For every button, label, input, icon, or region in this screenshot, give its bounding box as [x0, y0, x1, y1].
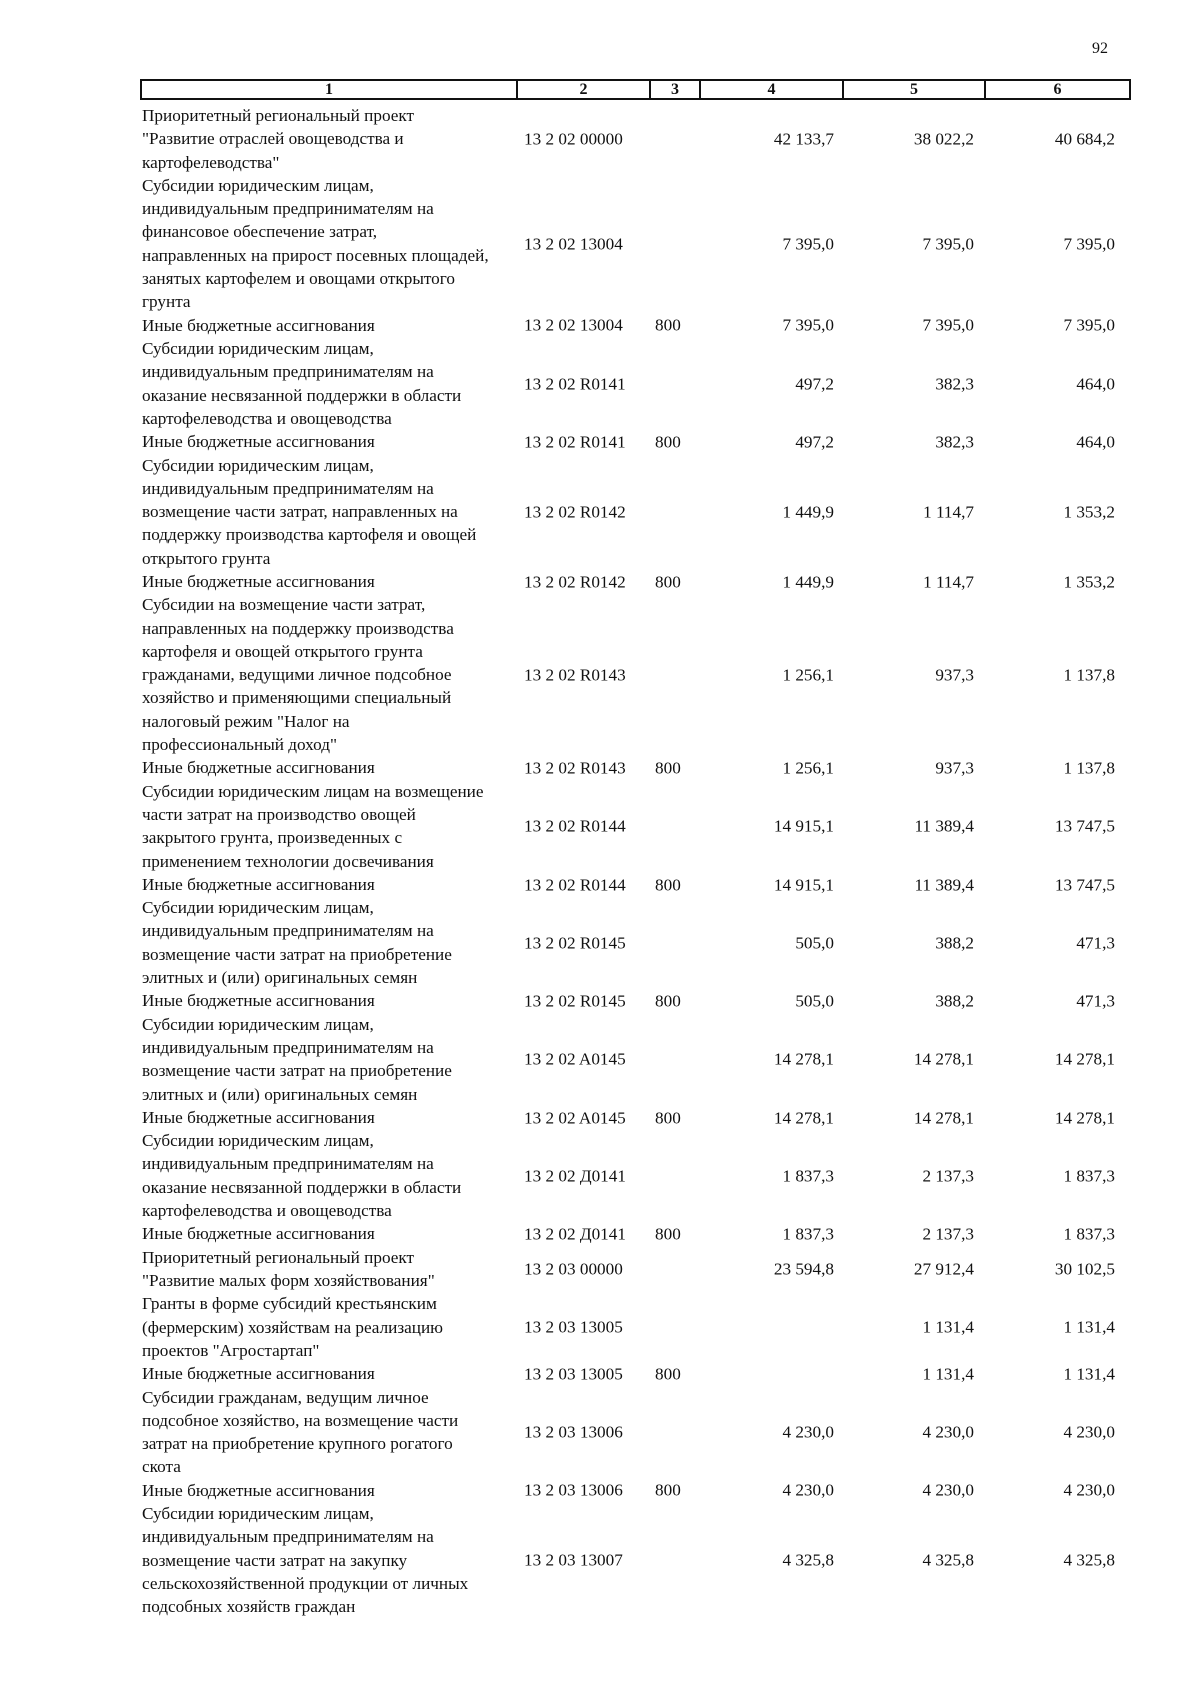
row-value-col6: 471,3 — [1076, 991, 1115, 1011]
row-value-col5: 14 278,1 — [913, 1107, 974, 1127]
row-value-col4: 14 915,1 — [773, 816, 834, 836]
row-description — [142, 780, 517, 873]
column-header-3: 3 — [650, 80, 700, 99]
description-line: Приоритетный региональный проект — [142, 106, 415, 125]
column-header-4: 4 — [700, 80, 843, 99]
description-line: Иные бюджетные ассигнования — [142, 1224, 375, 1244]
description-line: индивидуальным предпринимателям на — [142, 1154, 434, 1174]
row-value-col6: 1 837,3 — [1063, 1224, 1115, 1244]
description-line: индивидуальным предпринимателям на — [142, 199, 434, 219]
row-value-col5: 38 022,2 — [913, 129, 974, 149]
description-line: оказание несвязанной поддержки в области — [142, 385, 462, 405]
row-value-col5: 382,3 — [935, 373, 974, 393]
description-line: скота — [142, 1457, 181, 1477]
row-value-col4: 4 230,0 — [782, 1480, 834, 1500]
table-row — [0, 430, 1200, 453]
description-line: Иные бюджетные ассигнования — [142, 1480, 375, 1500]
column-header-1: 1 — [141, 80, 517, 99]
row-description — [142, 337, 517, 430]
table-row — [0, 989, 1200, 1012]
row-description — [142, 1386, 517, 1479]
row-description — [142, 570, 517, 593]
table-row — [0, 570, 1200, 593]
row-code: 13 2 02 A0145 — [524, 1049, 626, 1069]
row-value-col6: 4 325,8 — [1063, 1550, 1115, 1570]
row-value-col5: 1 131,4 — [922, 1317, 974, 1337]
row-expense-type: 800 — [655, 1364, 681, 1384]
table-row — [0, 454, 1200, 571]
row-value-col4: 4 230,0 — [782, 1422, 834, 1442]
row-value-col4: 1 449,9 — [782, 502, 834, 522]
description-line: Субсидии юридическим лицам, — [142, 455, 374, 475]
description-line: Субсидии юридическим лицам на возмещение — [142, 781, 484, 801]
row-value-col4: 497,2 — [795, 432, 834, 452]
table-row — [0, 314, 1200, 337]
description-line: Иные бюджетные ассигнования — [142, 1107, 375, 1127]
row-value-col5: 1 114,7 — [923, 571, 974, 591]
description-line: "Развитие отраслей овощеводства и — [142, 129, 404, 149]
row-value-col6: 7 395,0 — [1063, 234, 1115, 254]
description-line: "Развитие малых форм хозяйствования" — [142, 1270, 435, 1290]
description-line: Иные бюджетные ассигнования — [142, 315, 375, 335]
table-row — [0, 593, 1200, 756]
table-row — [0, 174, 1200, 314]
row-code: 13 2 02 R0145 — [524, 933, 626, 953]
row-description — [142, 174, 517, 314]
description-line: индивидуальным предпринимателям на — [142, 921, 434, 941]
description-line: индивидуальным предпринимателям на — [142, 1527, 434, 1547]
table-row — [0, 1129, 1200, 1222]
row-code: 13 2 03 13007 — [524, 1550, 623, 1570]
row-value-col5: 937,3 — [935, 665, 974, 685]
row-code: 13 2 02 13004 — [524, 315, 623, 335]
description-line: оказание несвязанной поддержки в области — [142, 1177, 462, 1197]
row-value-col6: 1 137,8 — [1063, 758, 1115, 778]
description-line: направленных на прирост посевных площадей, — [142, 245, 489, 265]
row-value-col6: 464,0 — [1076, 432, 1115, 452]
row-value-col6: 30 102,5 — [1054, 1259, 1115, 1279]
description-line: Субсидии юридическим лицам, — [142, 339, 374, 358]
row-value-col5: 11 389,4 — [914, 816, 974, 836]
row-value-col4: 4 325,8 — [782, 1550, 834, 1570]
row-value-col5: 1 114,7 — [923, 502, 974, 522]
row-code: 13 2 03 13005 — [524, 1364, 623, 1384]
table-row — [0, 337, 1200, 430]
row-value-col4: 7 395,0 — [782, 315, 834, 335]
row-code: 13 2 02 R0141 — [524, 432, 626, 452]
row-code: 13 2 02 R0141 — [524, 373, 626, 393]
row-value-col6: 464,0 — [1076, 373, 1115, 393]
row-value-col6: 40 684,2 — [1054, 129, 1115, 149]
description-line: элитных и (или) оригинальных семян — [142, 1084, 418, 1104]
description-line: затрат на приобретение крупного рогатого — [142, 1434, 453, 1454]
description-line: Иные бюджетные ассигнования — [142, 432, 375, 452]
row-expense-type: 800 — [655, 874, 681, 894]
description-line: Иные бюджетные ассигнования — [142, 874, 375, 894]
table-row — [0, 1479, 1200, 1502]
row-code: 13 2 02 00000 — [524, 129, 623, 149]
row-value-col5: 7 395,0 — [922, 315, 974, 335]
row-value-col4: 497,2 — [795, 373, 834, 393]
row-value-col4: 14 278,1 — [773, 1107, 834, 1127]
row-value-col5: 937,3 — [935, 758, 974, 778]
row-expense-type: 800 — [655, 1480, 681, 1500]
page-number: 92 — [1092, 40, 1108, 57]
description-line: проектов "Агростартап" — [142, 1340, 320, 1360]
table-row — [0, 756, 1200, 779]
row-value-col5: 388,2 — [935, 991, 974, 1011]
row-value-col6: 13 747,5 — [1054, 874, 1115, 894]
row-description — [142, 1106, 517, 1129]
description-line: закрытого грунта, произведенных с — [142, 828, 403, 848]
row-value-col6: 14 278,1 — [1054, 1107, 1115, 1127]
row-code: 13 2 02 Д0141 — [524, 1166, 626, 1186]
table-row — [0, 1246, 1200, 1293]
table-row — [0, 1386, 1200, 1479]
row-value-col5: 4 230,0 — [922, 1422, 974, 1442]
row-value-col4: 1 256,1 — [782, 665, 834, 685]
row-expense-type: 800 — [655, 758, 681, 778]
table-row — [0, 873, 1200, 896]
column-header-5: 5 — [843, 80, 985, 99]
description-line: Субсидии гражданам, ведущим личное — [142, 1387, 429, 1407]
description-line: Иные бюджетные ассигнования — [142, 1364, 375, 1384]
row-description — [142, 989, 517, 1012]
row-value-col5: 2 137,3 — [922, 1224, 974, 1244]
description-line: Приоритетный региональный проект — [142, 1247, 415, 1267]
row-expense-type: 800 — [655, 432, 681, 452]
row-code: 13 2 02 R0143 — [524, 665, 626, 685]
column-header-2: 2 — [517, 80, 650, 99]
row-description — [142, 873, 517, 896]
row-value-col4: 1 837,3 — [782, 1166, 834, 1186]
description-line: поддержку производства картофеля и овощей — [142, 525, 477, 545]
row-value-col5: 7 395,0 — [922, 234, 974, 254]
row-code: 13 2 02 13004 — [524, 234, 623, 254]
row-description — [142, 1502, 517, 1618]
description-line: хозяйство и применяющими специальный — [142, 688, 452, 708]
description-line: гражданами, ведущими личное подсобное — [142, 665, 452, 685]
description-line: Гранты в форме субсидий крестьянским — [142, 1294, 437, 1314]
description-line: профессиональный доход" — [142, 735, 337, 755]
row-value-col6: 14 278,1 — [1054, 1049, 1115, 1069]
description-line: картофеля и овощей открытого грунта — [142, 641, 423, 661]
row-value-col4: 23 594,8 — [773, 1259, 834, 1279]
row-value-col5: 382,3 — [935, 432, 974, 452]
table-row — [0, 1013, 1200, 1106]
description-line: открытого грунта — [142, 548, 271, 568]
table-row — [0, 780, 1200, 873]
row-value-col5: 1 131,4 — [922, 1364, 974, 1384]
row-value-col6: 4 230,0 — [1063, 1480, 1115, 1500]
description-line: Субсидии на возмещение части затрат, — [142, 595, 426, 615]
row-value-col4: 505,0 — [795, 933, 834, 953]
row-expense-type: 800 — [655, 991, 681, 1011]
table-row — [0, 104, 1200, 174]
row-description — [142, 1222, 517, 1245]
row-value-col6: 471,3 — [1076, 933, 1115, 953]
description-line: части затрат на производство овощей — [142, 804, 416, 824]
description-line: Субсидии юридическим лицам, — [142, 175, 374, 195]
row-value-col5: 388,2 — [935, 933, 974, 953]
description-line: занятых картофелем и овощами открытого — [142, 269, 455, 289]
description-line: применением технологии досвечивания — [142, 851, 434, 871]
row-value-col5: 4 230,0 — [922, 1480, 974, 1500]
row-description — [142, 1013, 517, 1106]
row-value-col4: 14 278,1 — [773, 1049, 834, 1069]
description-line: налоговый режим "Налог на — [142, 711, 350, 731]
description-line: индивидуальным предпринимателям на — [142, 362, 434, 382]
table-row — [0, 896, 1200, 989]
row-value-col6: 1 131,4 — [1063, 1364, 1115, 1384]
table-row — [0, 1106, 1200, 1129]
row-expense-type: 800 — [655, 315, 681, 335]
row-description — [142, 896, 517, 989]
description-line: индивидуальным предпринимателям на — [142, 478, 434, 498]
row-value-col5: 2 137,3 — [922, 1166, 974, 1186]
row-description — [142, 454, 517, 570]
row-code: 13 2 02 Д0141 — [524, 1224, 626, 1244]
row-description — [142, 430, 517, 453]
row-value-col4: 505,0 — [795, 991, 834, 1011]
description-line: направленных на поддержку производства — [142, 618, 454, 638]
row-value-col5: 14 278,1 — [913, 1049, 974, 1069]
description-line: сельскохозяйственной продукции от личных — [142, 1573, 469, 1593]
description-line: подсобное хозяйство, на возмещение части — [142, 1410, 459, 1430]
description-line: (фермерским) хозяйствам на реализацию — [142, 1317, 444, 1337]
description-line: картофелеводства" — [142, 152, 280, 172]
description-line: индивидуальным предпринимателям на — [142, 1037, 434, 1057]
row-description — [142, 314, 517, 337]
row-value-col4: 7 395,0 — [782, 234, 834, 254]
row-value-col6: 1 353,2 — [1063, 571, 1115, 591]
row-code: 13 2 03 13005 — [524, 1317, 623, 1337]
row-value-col4: 1 449,9 — [782, 571, 834, 591]
column-header-table — [140, 79, 1131, 100]
row-value-col5: 4 325,8 — [922, 1550, 974, 1570]
row-value-col6: 1 131,4 — [1063, 1317, 1115, 1337]
row-value-col4: 42 133,7 — [773, 129, 834, 149]
row-value-col6: 1 353,2 — [1063, 502, 1115, 522]
row-description — [142, 756, 517, 779]
row-expense-type: 800 — [655, 1107, 681, 1127]
description-line: элитных и (или) оригинальных семян — [142, 968, 418, 988]
row-description — [142, 1246, 517, 1293]
row-value-col5: 27 912,4 — [913, 1259, 974, 1279]
row-code: 13 2 02 R0145 — [524, 991, 626, 1011]
column-header-row — [141, 80, 1130, 99]
row-description — [142, 1129, 517, 1222]
description-line: картофелеводства и овощеводства — [142, 1201, 392, 1221]
row-code: 13 2 03 13006 — [524, 1422, 623, 1442]
row-value-col4: 1 256,1 — [782, 758, 834, 778]
row-value-col6: 13 747,5 — [1054, 816, 1115, 836]
row-value-col6: 1 837,3 — [1063, 1166, 1115, 1186]
description-line: возмещение части затрат на закупку — [142, 1550, 408, 1570]
row-value-col6: 1 137,8 — [1063, 665, 1115, 685]
row-description — [142, 593, 517, 756]
row-value-col6: 7 395,0 — [1063, 315, 1115, 335]
description-line: финансовое обеспечение затрат, — [142, 222, 378, 242]
row-value-col4: 14 915,1 — [773, 874, 834, 894]
description-line: возмещение части затрат на приобретение — [142, 1061, 452, 1081]
row-value-col5: 11 389,4 — [914, 874, 974, 894]
row-description — [142, 104, 517, 174]
row-code: 13 2 02 R0144 — [524, 816, 626, 836]
description-line: Иные бюджетные ассигнования — [142, 758, 375, 778]
table-row — [0, 1222, 1200, 1245]
description-line: Иные бюджетные ассигнования — [142, 991, 375, 1011]
description-line: подсобных хозяйств граждан — [142, 1597, 356, 1617]
description-line: картофелеводства и овощеводства — [142, 408, 392, 428]
description-line: Субсидии юридическим лицам, — [142, 1131, 374, 1151]
row-code: 13 2 02 R0144 — [524, 874, 626, 894]
row-expense-type: 800 — [655, 1224, 681, 1244]
table-row — [0, 1292, 1200, 1362]
description-line: грунта — [142, 292, 191, 312]
row-expense-type: 800 — [655, 571, 681, 591]
table-row — [0, 1502, 1200, 1619]
row-code: 13 2 02 R0143 — [524, 758, 626, 778]
description-line: Субсидии юридическим лицам, — [142, 898, 374, 918]
description-line: возмещение части затрат, направленных на — [142, 502, 458, 522]
description-line: Субсидии юридическим лицам, — [142, 1014, 374, 1034]
column-header-6: 6 — [985, 80, 1130, 99]
row-value-col6: 4 230,0 — [1063, 1422, 1115, 1442]
description-line: возмещение части затрат на приобретение — [142, 944, 452, 964]
row-code: 13 2 02 R0142 — [524, 502, 626, 522]
row-code: 13 2 03 13006 — [524, 1480, 623, 1500]
row-code: 13 2 02 R0142 — [524, 571, 626, 591]
row-description — [142, 1292, 517, 1362]
table-row — [0, 1362, 1200, 1385]
row-description — [142, 1362, 517, 1385]
row-code: 13 2 03 00000 — [524, 1259, 623, 1279]
row-code: 13 2 02 A0145 — [524, 1107, 626, 1127]
row-value-col4: 1 837,3 — [782, 1224, 834, 1244]
description-line: Субсидии юридическим лицам, — [142, 1504, 374, 1523]
description-line: Иные бюджетные ассигнования — [142, 572, 375, 591]
row-description — [142, 1479, 517, 1502]
